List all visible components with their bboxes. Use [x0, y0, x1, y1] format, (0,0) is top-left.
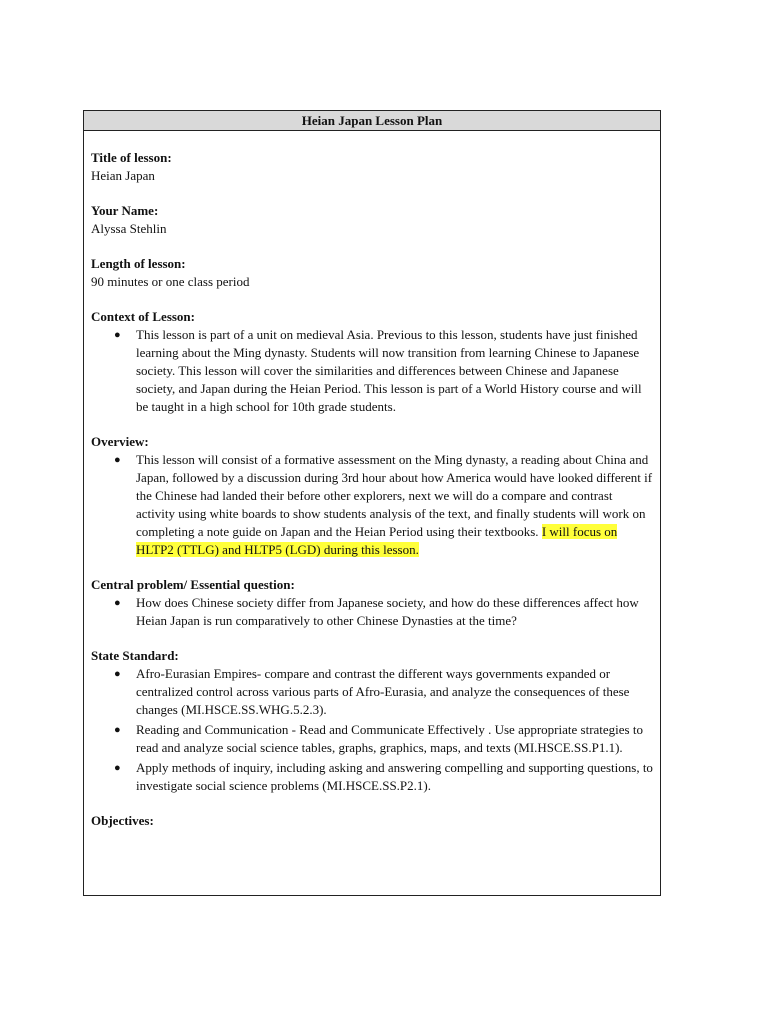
page-title: Heian Japan Lesson Plan: [301, 113, 443, 128]
title-of-lesson-value: Heian Japan: [91, 168, 155, 183]
context-section: [91, 308, 654, 416]
central-problem-text: How does Chinese society differ from Japanese society, and how do these differences affect how Heian Japan is run comparatively to other Chinese Dynasties at the time?: [136, 595, 639, 628]
list-item: [114, 594, 654, 630]
lesson-plan-table: [83, 110, 661, 896]
list-item: [114, 759, 654, 795]
context-list: [91, 326, 654, 416]
table-body: [84, 131, 660, 830]
your-name-section: [91, 202, 654, 238]
title-of-lesson-section: [91, 149, 654, 185]
overview-list: [91, 451, 654, 559]
table-header: [84, 111, 660, 131]
bullet-icon: ●: [114, 454, 121, 466]
length-label: Length of lesson:: [91, 256, 186, 271]
bullet-icon: ●: [114, 762, 121, 774]
your-name-label: Your Name:: [91, 203, 159, 218]
standard-text: Reading and Communication - Read and Communicate Effectively . Use appropriate strategies to read and analyze social science tables, graphs, graphics, maps, and texts (MI.HSCE.SS.P1.1).: [136, 722, 643, 755]
list-item: [114, 451, 654, 559]
state-standard-section: [91, 647, 654, 795]
title-of-lesson-label: Title of lesson:: [91, 150, 172, 165]
bullet-icon: ●: [114, 329, 121, 341]
objectives-section: [91, 812, 654, 830]
overview-section: [91, 433, 654, 559]
bullet-icon: ●: [114, 668, 121, 680]
overview-text: This lesson will consist of a formative assessment on the Ming dynasty, a reading about China and Japan, followed by a discussion during 3rd hour about how America would have looked different if the Chinese had landed their before other explorers, next we will do a compare and contrast activity using white boards to show students analysis of the text, and finally students will work on completing a note guide on Japan and the Heian Period using their textbooks.: [136, 452, 653, 539]
overview-label: Overview:: [91, 434, 149, 449]
length-section: [91, 255, 654, 291]
state-standard-label: State Standard:: [91, 648, 179, 663]
central-problem-section: [91, 576, 654, 630]
list-item: [114, 665, 654, 719]
objectives-label: Objectives:: [91, 813, 154, 828]
list-item: [114, 326, 654, 416]
list-item: [114, 721, 654, 757]
state-standard-list: [91, 665, 654, 795]
overview-highlight: I will focus on HLTP2 (TTLG) and HLTP5 (LGD) during this lesson.: [136, 524, 618, 557]
bullet-icon: ●: [114, 597, 121, 609]
bullet-icon: ●: [114, 724, 121, 736]
central-problem-list: [91, 594, 654, 630]
length-value: 90 minutes or one class period: [91, 274, 250, 289]
standard-text: Apply methods of inquiry, including asking and answering compelling and supporting questions, to investigate social science problems (MI.HSCE.SS.P2.1).: [136, 760, 653, 793]
central-problem-label: Central problem/ Essential question:: [91, 577, 295, 592]
your-name-value: Alyssa Stehlin: [91, 221, 167, 236]
standard-text: Afro-Eurasian Empires- compare and contrast the different ways governments expanded or centralized control across various parts of Afro-Eurasia, and analyze the consequences of these changes (MI.HSCE.SS.WHG.5.2.3).: [136, 666, 630, 717]
context-label: Context of Lesson:: [91, 309, 195, 324]
context-text: This lesson is part of a unit on medieval Asia. Previous to this lesson, students have just finished learning about the Ming dynasty. Students will now transition from learning Chinese to Japanese society. This lesson will cover the similarities and differences between Chinese and Japanese society, and Japan during the Heian Period. This lesson is part of a World History course and will be taught in a high school for 10th grade students.: [136, 327, 642, 414]
